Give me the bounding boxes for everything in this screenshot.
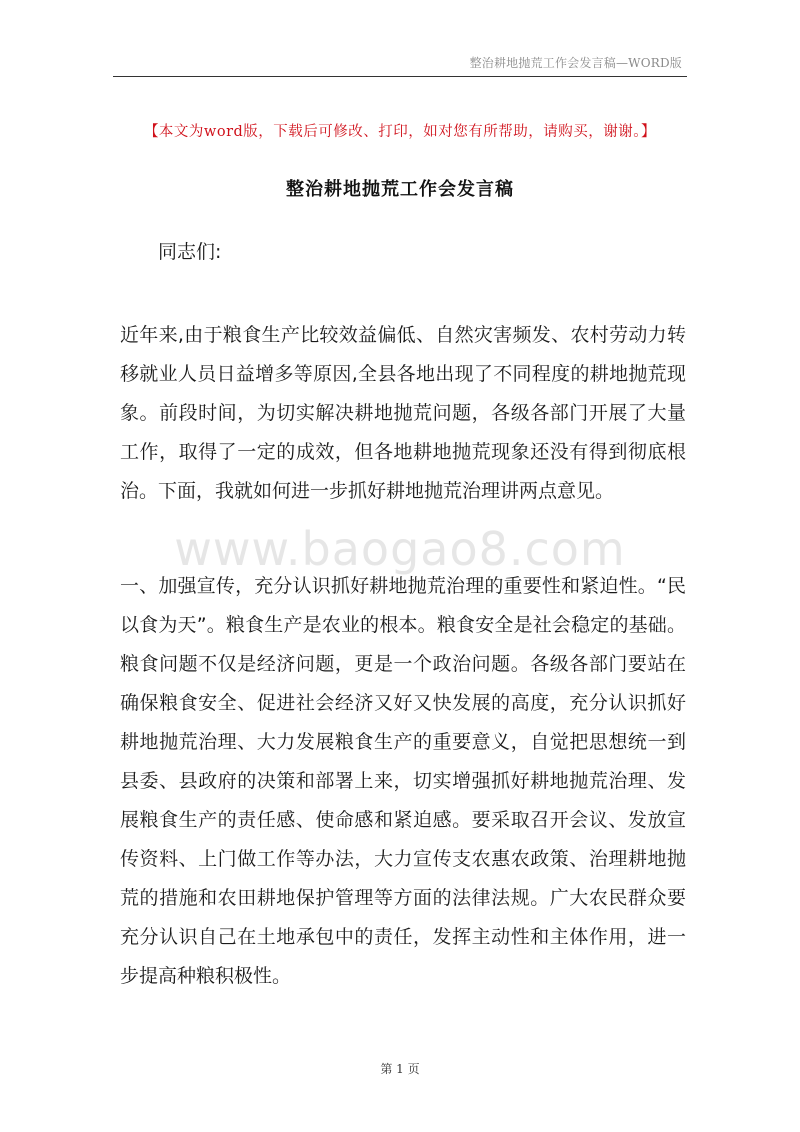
paragraph-intro: 近年来,由于粮食生产比较效益偏低、自然灾害频发、农村劳动力转移就业人员日益增多等原因,全县各地出现了不同程度的耕地抛荒现象。前段时间，为切实解决耕地抛荒问题，各级各部门开展了大量工作，取得了一定的成效，但各地耕地抛荒现象还没有得到彻底根治。下面，我就如何进一步抓好耕地抛荒治理讲两点意见。 <box>120 324 686 502</box>
salutation: 同志们: <box>158 241 222 263</box>
page-number: 第 1 页 <box>380 1062 420 1076</box>
site-watermark: www.baogao8.com <box>174 522 626 576</box>
running-header: 整治耕地抛荒工作会发言稿—WORD版 <box>469 56 682 70</box>
word-version-notice: 【本文为word版，下载后可修改、打印，如对您有所帮助，请购买，谢谢。】 <box>143 124 657 140</box>
header-divider <box>113 76 687 77</box>
paragraph-section-one: 一、加强宣传，充分认识抓好耕地抛荒治理的重要性和紧迫性。“民以食为天”。粮食生产是农业的根本。粮食安全是社会稳定的基础。粮食问题不仅是经济问题，更是一个政治问题。各级各部门要站在确保粮食安全、促进社会经济又好又快发展的高度，充分认识抓好耕地抛荒治理、大力发展粮食生产的重要意义，自觉把思想统一到县委、县政府的决策和部署上来，切实增强抓好耕地抛荒治理、发展粮食生产的责任感、使命感和紧迫感。要采取召开会议、发放宣传资料、上门做工作等办法，大力宣传支农惠农政策、治理耕地抛荒的措施和农田耕地保护管理等方面的法律法规。广大农民群众要充分认识自己在土地承包中的责任，发挥主动性和主体作用，进一步提高种粮积极性。 <box>120 575 686 987</box>
document-title: 整治耕地抛荒工作会发言稿 <box>286 179 514 200</box>
